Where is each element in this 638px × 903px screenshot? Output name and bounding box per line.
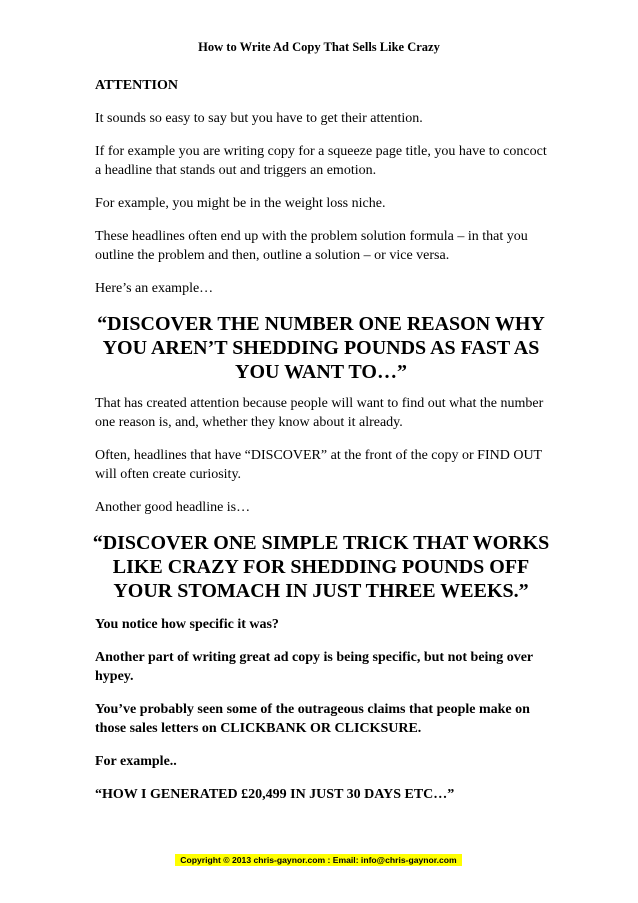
paragraph: Here’s an example… bbox=[95, 281, 214, 296]
page-header-title: How to Write Ad Copy That Sells Like Crazy bbox=[198, 40, 440, 54]
document-body bbox=[92, 76, 550, 818]
copyright-footer: Copyright © 2013 chris-gaynor.com : Email: info@chris-gaynor.com bbox=[175, 854, 462, 866]
paragraph: Often, headlines that have “DISCOVER” at the front of the copy or FIND OUT will often create curiosity. bbox=[95, 448, 542, 482]
bold-paragraph: You’ve probably seen some of the outrageous claims that people make on those sales letters on CLICKBANK OR CLICKSURE. bbox=[95, 702, 530, 736]
paragraph: For example, you might be in the weight loss niche. bbox=[95, 196, 386, 211]
example-headline-2: “DISCOVER ONE SIMPLE TRICK THAT WORKS LIKE CRAZY FOR SHEDDING POUNDS OFF YOUR STOMACH IN JUST THREE WEEKS.” bbox=[92, 532, 550, 602]
bold-paragraph: You notice how specific it was? bbox=[95, 617, 279, 632]
section-heading: ATTENTION bbox=[95, 78, 178, 93]
paragraph: If for example you are writing copy for a squeeze page title, you have to concoct a headline that stands out and triggers an emotion. bbox=[95, 144, 547, 178]
bold-paragraph: Another part of writing great ad copy is being specific, but not being over hypey. bbox=[95, 650, 533, 684]
paragraph: That has created attention because people will want to find out what the number one reason is, and, whether they know about it already. bbox=[95, 396, 544, 430]
example-headline-1: “DISCOVER THE NUMBER ONE REASON WHY YOU AREN’T SHEDDING POUNDS AS FAST AS YOU WANT TO…” bbox=[97, 313, 545, 383]
paragraph: It sounds so easy to say but you have to get their attention. bbox=[95, 111, 423, 126]
paragraph: These headlines often end up with the problem solution formula – in that you outline the problem and then, outline a solution – or vice versa. bbox=[95, 229, 528, 263]
bold-paragraph: “HOW I GENERATED £20,499 IN JUST 30 DAYS ETC…” bbox=[95, 787, 455, 802]
paragraph: Another good headline is… bbox=[95, 500, 251, 515]
bold-paragraph: For example.. bbox=[95, 754, 177, 769]
